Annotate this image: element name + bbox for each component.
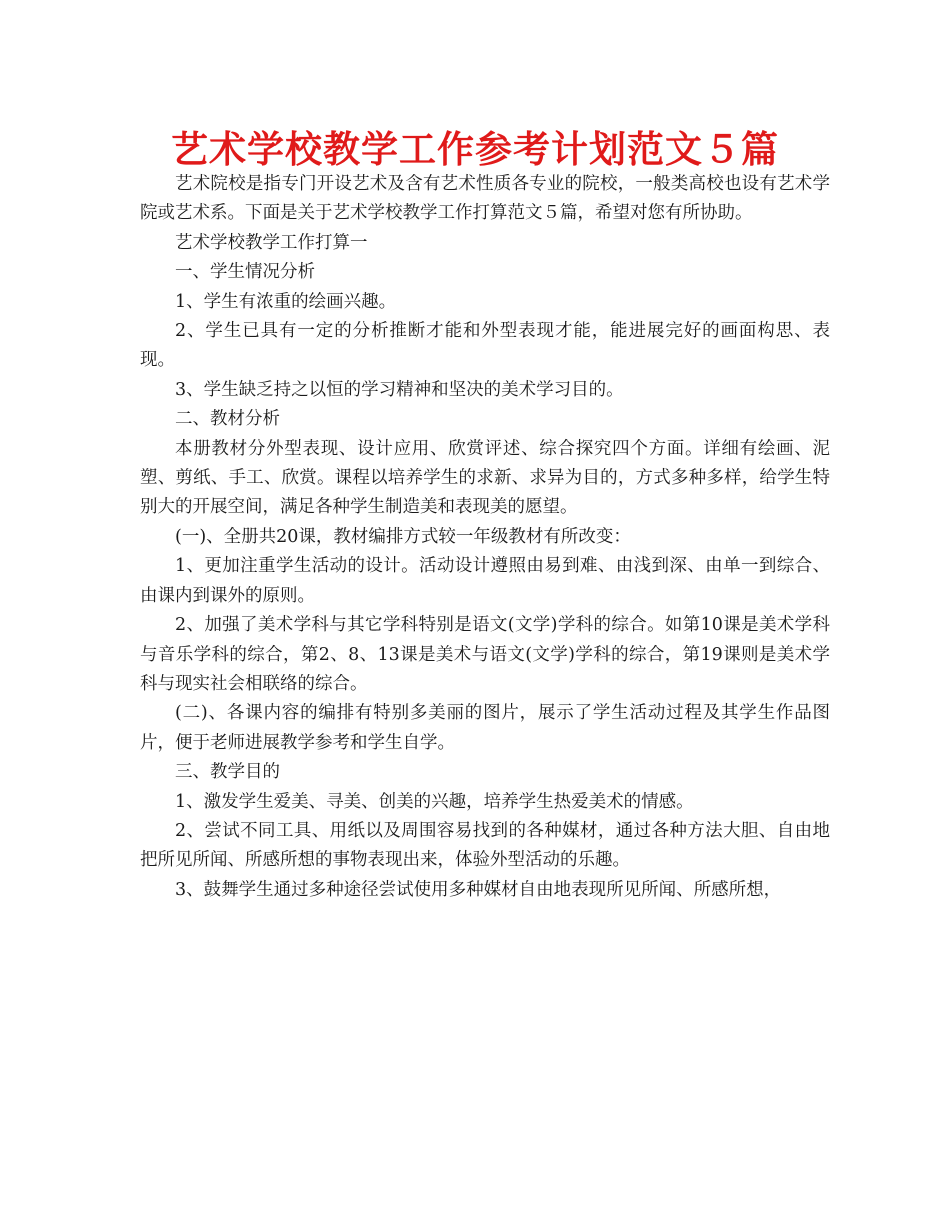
list-item: 1、学生有浓重的绘画兴趣。 bbox=[175, 291, 397, 312]
list-item: 1、激发学生爱美、寻美、创美的兴趣，培养学生热爱美术的情感。 bbox=[175, 791, 694, 812]
section-heading-teaching-goals: 三、教学目的 bbox=[175, 762, 280, 783]
list-item: 1、更加注重学生活动的设计。活动设计遵照由易到难、由浅到深、由单一到综合、由课内到课外的原则。 bbox=[140, 556, 830, 606]
list-item: 3、学生缺乏持之以恒的学习精神和坚决的美术学习目的。 bbox=[175, 379, 624, 400]
paragraph-intro: 艺术院校是指专门开设艺术及含有艺术性质各专业的院校，一般类高校也设有艺术学院或艺术系。下面是关于艺术学校教学工作打算范文５篇，希望对您有所协助。 bbox=[140, 174, 830, 224]
paragraph-textbook: 本册教材分外型表现、设计应用、欣赏评述、综合探究四个方面。详细有绘画、泥塑、剪纸、手工、欣赏。课程以培养学生的求新、求异为目的，方式多种多样，给学生特别大的开展空间，满足各种学生制造美和表现美的愿望。 bbox=[140, 438, 830, 518]
document-body bbox=[140, 170, 830, 905]
list-item: 2、加强了美术学科与其它学科特别是语文(文学)学科的综合。如第10课是美术学科与音乐学科的综合，第2、8、13课是美术与语文(文学)学科的综合，第19课则是美术学科与现实社会相联络的综合。 bbox=[140, 615, 830, 694]
list-item: 3、鼓舞学生通过多种途径尝试使用多种媒材自由地表现所见所闻、所感所想， bbox=[175, 879, 782, 900]
paragraph-plan-heading: 艺术学校教学工作打算一 bbox=[175, 232, 368, 253]
list-item: 2、学生已具有一定的分析推断才能和外型表现才能，能进展完好的画面构思、表现。 bbox=[140, 321, 830, 371]
document-title: 艺术学校教学工作参考计划范文５篇 bbox=[171, 128, 779, 171]
section-heading-textbook-analysis: 二、教材分析 bbox=[175, 409, 280, 430]
sub-heading-two: (二)、各课内容的编排有特别多美丽的图片，展示了学生活动过程及其学生作品图片，便于老师进展教学参考和学生自学。 bbox=[140, 703, 830, 753]
sub-heading-one: (一)、全册共20课，教材编排方式较一年级教材有所改变： bbox=[175, 526, 631, 547]
section-heading-student-analysis: 一、学生情况分析 bbox=[175, 262, 315, 283]
list-item: 2、尝试不同工具、用纸以及周围容易找到的各种媒材，通过各种方法大胆、自由地把所见所闻、所感所想的事物表现出来，体验外型活动的乐趣。 bbox=[140, 820, 830, 871]
